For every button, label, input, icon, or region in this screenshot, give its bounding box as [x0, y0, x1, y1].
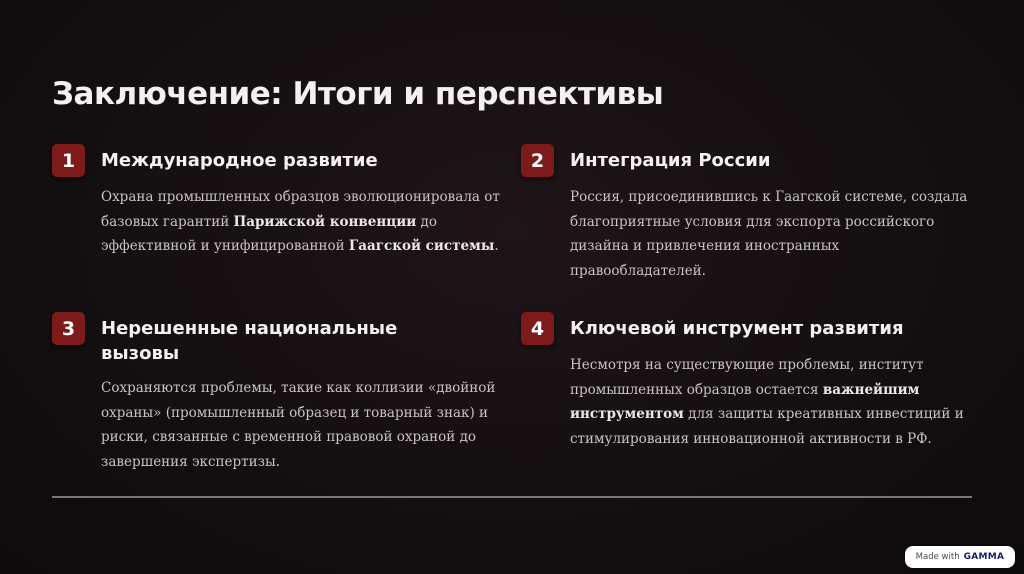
card-number-badge: 3 [52, 312, 85, 345]
badge-prefix: Made with [915, 552, 960, 562]
card-title: Международное развитие [101, 150, 378, 171]
card-body [101, 376, 501, 474]
card-body [101, 185, 501, 259]
made-with-gamma-badge[interactable] [905, 546, 1015, 568]
body-text: для защиты креативных инвестиций и стимулирования инновационной активности в РФ. [570, 406, 964, 447]
gamma-logo: GAMMA [963, 552, 1005, 562]
section-divider [52, 496, 972, 498]
emphasized-text: Парижской конвенции [233, 213, 417, 230]
body-text: Сохраняются проблемы, такие как коллизии «двойной охраны» (промышленный образец и товарный знак) и риски, связанные с временной правовой охраной до завершения экспертизы. [101, 380, 496, 470]
card-number-badge: 1 [52, 144, 85, 177]
body-text: Охрана промышленных образцов эволюционировала от базовых гарантий [101, 189, 500, 230]
emphasized-text: важнейшим инструментом [570, 381, 920, 422]
body-text: до эффективной и унифицированной [101, 213, 437, 254]
slide-title: Заключение: Итоги и перспективы [52, 76, 664, 112]
card-title: Интеграция России [570, 150, 771, 171]
card-title: Нерешенные национальные вызовы [101, 318, 398, 364]
card-body [570, 353, 970, 451]
body-text: Россия, присоединившись к Гаагской системе, создала благоприятные условия для экспорта российского дизайна и привлечения иностранных правообладателей. [570, 189, 968, 279]
emphasized-text: Гаагской системы [348, 238, 495, 254]
card-title: Ключевой инструмент развития [570, 318, 904, 339]
card-body [570, 185, 970, 283]
card-number-badge: 2 [521, 144, 554, 177]
body-text: . [494, 238, 499, 254]
card-number-badge: 4 [521, 312, 554, 345]
body-text: Несмотря на существующие проблемы, институт промышленных образцов остается [570, 357, 924, 398]
